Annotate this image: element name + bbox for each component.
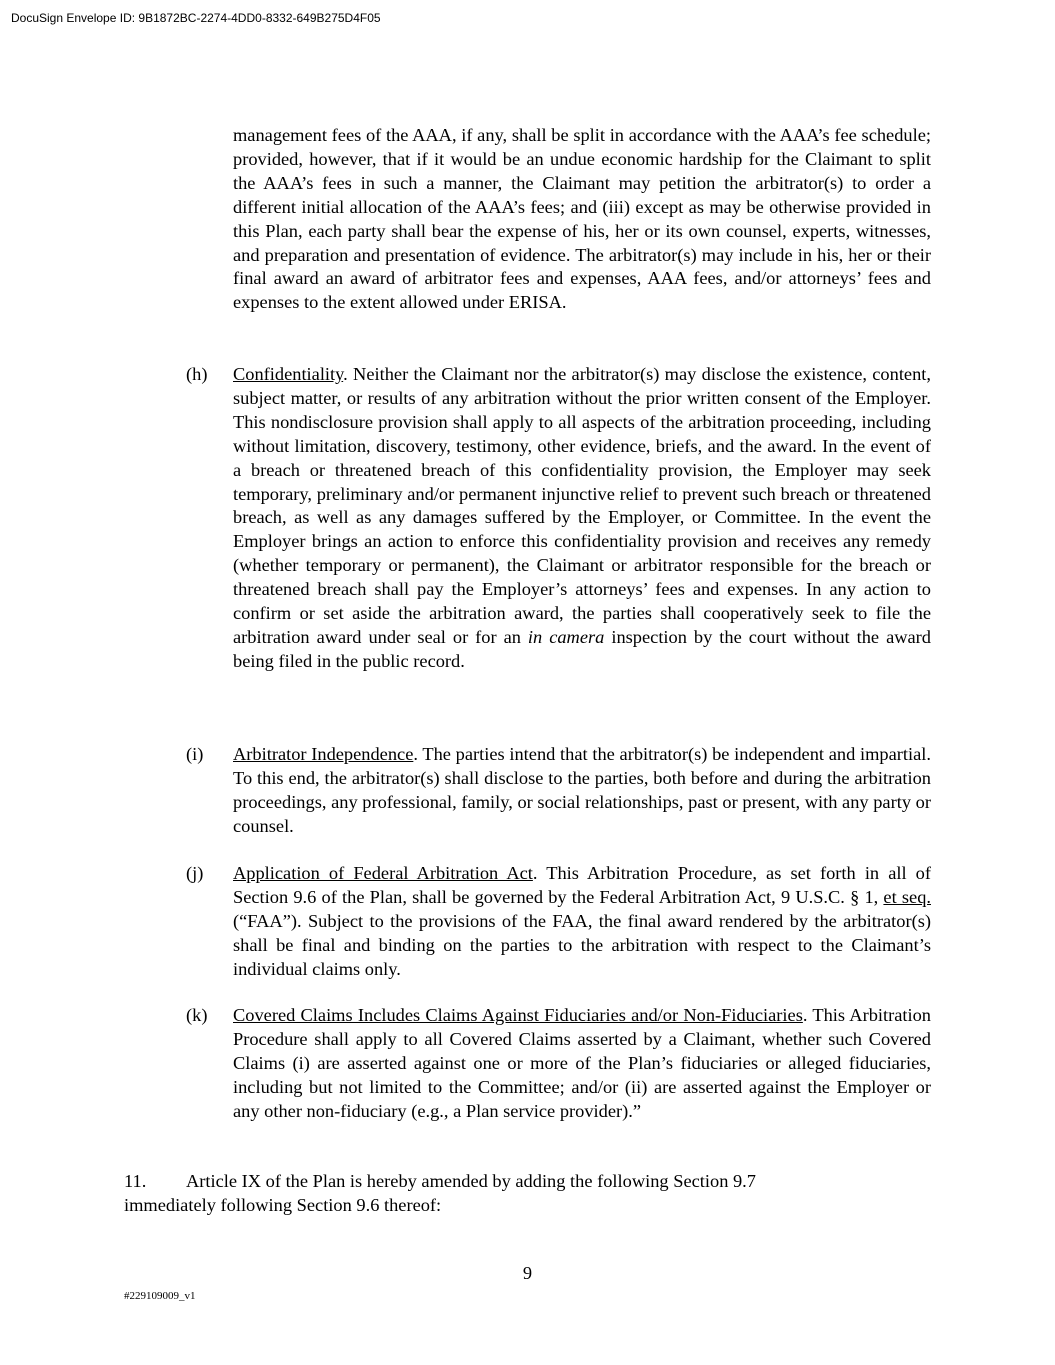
section-h-text-2: inspection by the court without the award being filed in the public record. [233,626,931,671]
section-h-heading: Confidentiality [233,364,344,384]
section-h-italic: in camera [527,626,605,647]
section-h-marker: (h) [186,364,208,384]
page-number: 9 [522,1263,533,1283]
section-11-paragraph [124,1170,884,1218]
section-i-heading: Arbitrator Independence [233,744,414,764]
section-11-line-2: immediately following Section 9.6 thereof: [124,1194,442,1215]
section-k-heading: Covered Claims Includes Claims Against Fiduciaries and/or Non-Fiduciaries [233,1005,803,1025]
section-11-line-1: Article IX of the Plan is hereby amended by adding the following Section 9.7 [186,1171,756,1191]
section-j-heading: Application of Federal Arbitration Act [233,863,533,883]
continuation-paragraph [233,124,931,315]
section-i-paragraph [233,743,931,839]
section-i-text: . The parties intend that the arbitrator(s) be independent and impartial. To this end, the arbitrator(s) shall disclose to the parties, both before and during the arbitration proceedings, any professional, family, or social relationships, past or present, with any party or counsel. [233,744,931,836]
section-j-text-1: . This Arbitration Procedure, as set forth in all of Section 9.6 of the Plan, shall be governed by the Federal Arbitration Act, 9 U.S.C. § 1, [233,863,931,907]
envelope-id: DocuSign Envelope ID: 9B1872BC-2274-4DD0-8332-649B275D4F05 [11,11,381,25]
section-k-text: . This Arbitration Procedure shall apply to all Covered Claims asserted by a Claimant, whether such Covered Claims (i) are asserted against one or more of the Plan’s fiduciaries or alleged fiduciaries, including but not limited to the Committee; and/or (ii) are asserted against the Employer or any other non-fiduciary (e.g., a Plan service provider).” [233,1005,932,1121]
document-id: #229109009_v1 [124,1290,196,1302]
section-j-text-2: (“FAA”). Subject to the provisions of the FAA, the final award rendered by the arbitrator(s) shall be final and binding on the parties to the arbitration with respect to the Claimant’s individual claims only. [233,910,931,979]
section-j-paragraph [233,862,931,982]
section-i-marker: (i) [186,744,204,764]
continuation-text: management fees of the AAA, if any, shall be split in accordance with the AAA’s fee schedule; provided, however, that if it would be an undue economic hardship for the Claimant to split the AAA’s fees in such a manner, the Claimant may petition the arbitrator(s) to order a different initial allocation of the AAA’s fees; and (iii) except as may be otherwise provided in this Plan, each party shall bear the expense of his, her or its own counsel, experts, witnesses, and preparation and presentation of evidence. The arbitrator(s) may include in his, her or their final award an award of arbitrator fees and expenses, AAA fees, and/or attorneys’ fees and expenses to the extent allowed under ERISA. [233,125,931,313]
section-11-number: 11. [124,1171,147,1191]
section-j-et-seq: et seq. [883,886,931,907]
section-j-marker: (j) [186,863,204,883]
section-h-paragraph [233,363,931,674]
section-h-text-1: . Neither the Claimant nor the arbitrator(s) may disclose the existence, content, subject matter, or results of any arbitration without the prior written consent of the Employer. This nondisclosure provision shall apply to all aspects of the arbitration proceeding, including without limitation, discovery, testimony, other evidence, briefs, and the award. In the event of a breach or threatened breach of this confidentiality provision, the Employer may seek temporary, preliminary and/or permanent injunctive relief to prevent such breach or threatened breach, as well as any damages suffered by the Employer, or Committee. In the event the Employer brings an action to enforce this confidentiality provision and receives any remedy (whether temporary or permanent), the Claimant or arbitrator responsible for the breach or threatened breach shall pay the Employer’s attorneys’ fees and expenses. In any action to confirm or set aside the arbitration award, the parties shall cooperatively seek to file the arbitration award under seal or for an [233,364,931,647]
section-k-paragraph [233,1004,931,1124]
section-k-marker: (k) [186,1005,208,1025]
